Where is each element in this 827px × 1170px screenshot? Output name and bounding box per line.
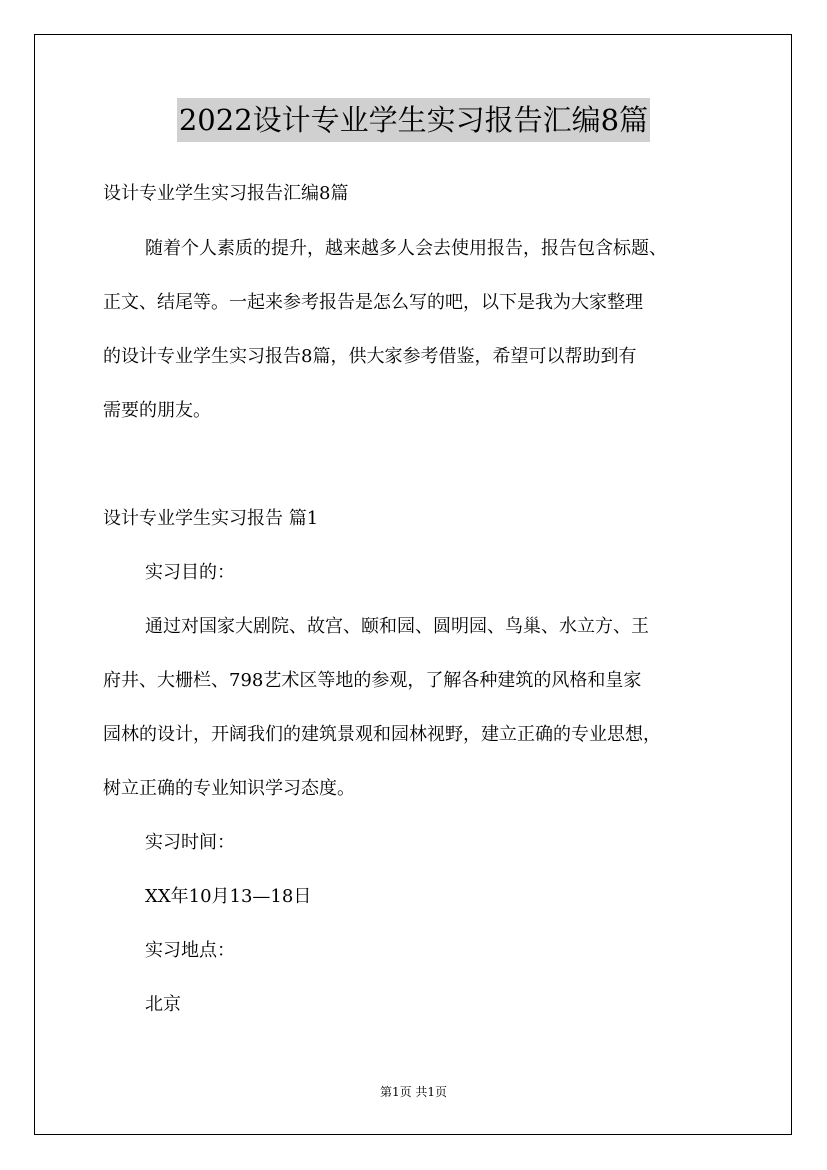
label-line: 实习地点： [145, 940, 235, 961]
paragraph-line: 园林的设计，开阔我们的建筑景观和园林视野，建立正确的专业思想， [103, 724, 661, 745]
paragraph-line: 府井、大栅栏、798艺术区等地的参观，了解各种建筑的风格和皇家 [103, 670, 642, 691]
label-line: 实习目的： [145, 562, 235, 583]
paragraph-line: 通过对国家大剧院、故宫、颐和园、圆明园、鸟巢、水立方、王 [145, 616, 649, 637]
subtitle-line: 设计专业学生实习报告汇编8篇 [103, 183, 349, 204]
paragraph-line: 随着个人素质的提升，越来越多人会去使用报告，报告包含标题、 [145, 238, 667, 259]
paragraph-line: 需要的朋友。 [103, 400, 211, 421]
paragraph-line: 树立正确的专业知识学习态度。 [103, 778, 355, 799]
section-heading: 设计专业学生实习报告 篇1 [103, 508, 319, 529]
paragraph-line: 的设计专业学生实习报告8篇，供大家参考借鉴，希望可以帮助到有 [103, 346, 637, 367]
title-container [0, 98, 827, 142]
value-line: 北京 [145, 994, 181, 1015]
document-title: 2022设计专业学生实习报告汇编8篇 [177, 98, 650, 142]
label-line: 实习时间： [145, 832, 235, 853]
value-line: XX年10月13—18日 [145, 886, 312, 907]
paragraph-line: 正文、结尾等。一起来参考报告是怎么写的吧，以下是我为大家整理 [103, 292, 643, 313]
page-footer: 第1页 共1页 [379, 1085, 448, 1099]
